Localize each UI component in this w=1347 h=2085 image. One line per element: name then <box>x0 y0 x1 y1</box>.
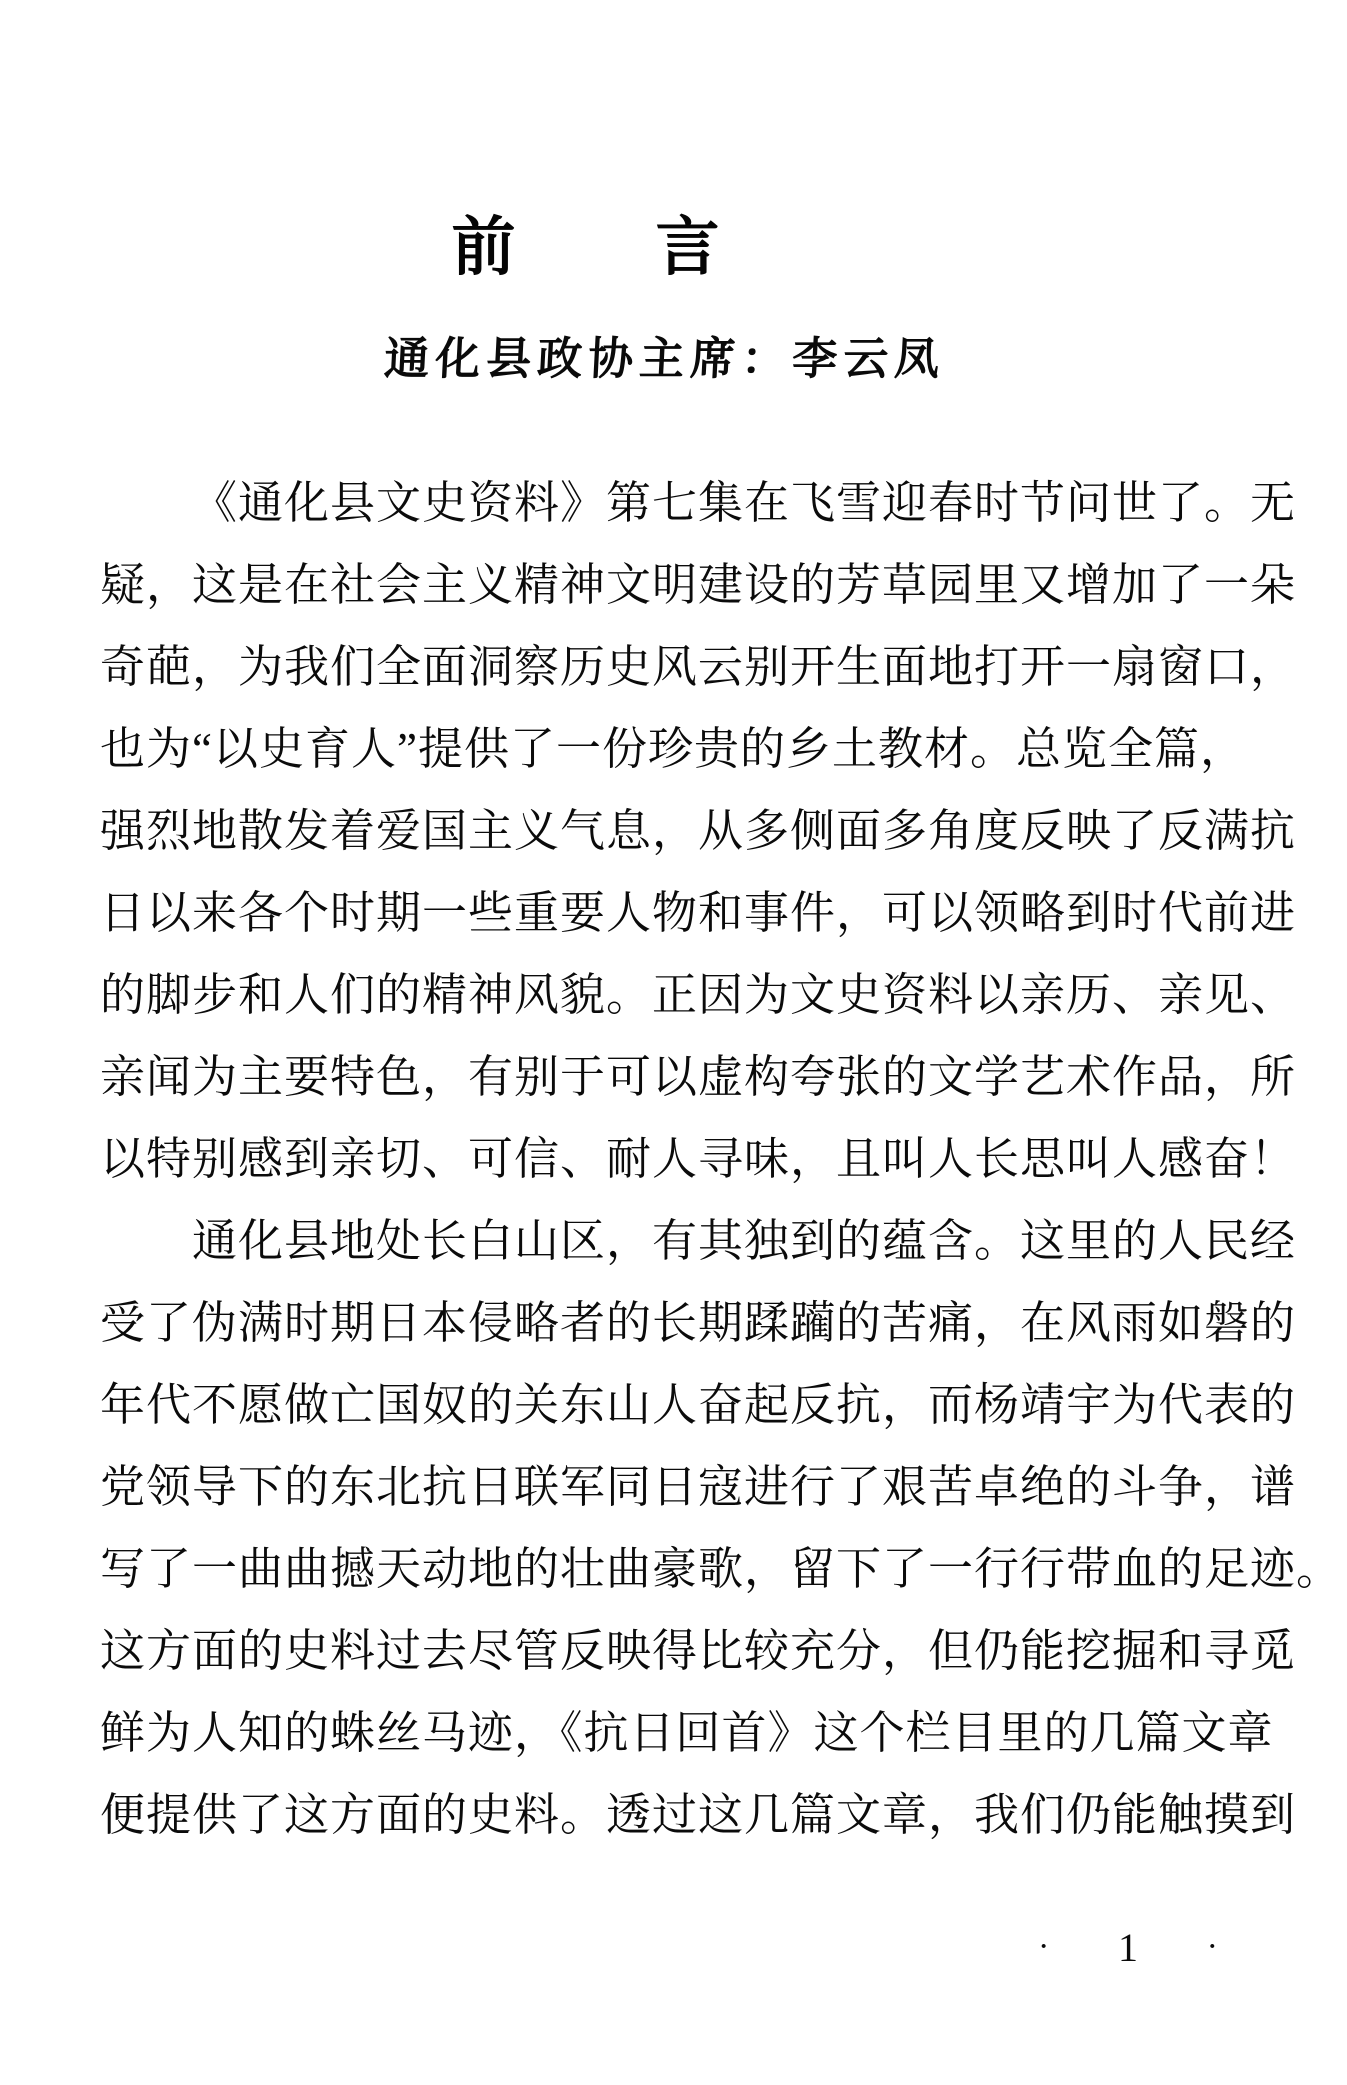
text-line: 便提供了这方面的史料。透过这几篇文章，我们仍能触摸到 <box>100 1790 1297 1840</box>
text-line: 鲜为人知的蛛丝马迹，《抗日回首》这个栏目里的几篇文章 <box>100 1708 1274 1758</box>
text-line: 这方面的史料过去尽管反映得比较充分，但仍能挖掘和寻觅 <box>100 1626 1297 1676</box>
text-line: 的脚步和人们的精神风貌。正因为文史资料以亲历、亲见、 <box>100 970 1297 1020</box>
text-line: 强烈地散发着爱国主义气息，从多侧面多角度反映了反满抗 <box>100 806 1297 856</box>
text-line: 年代不愿做亡国奴的关东山人奋起反抗，而杨靖宇为代表的 <box>100 1380 1297 1430</box>
author-byline: 通化县政协主席：李云凤 <box>382 334 947 384</box>
text-line: 亲闻为主要特色，有别于可以虚构夸张的文学艺术作品，所 <box>100 1052 1297 1102</box>
text-line: 日以来各个时期一些重要人物和事件，可以领略到时代前进 <box>100 888 1297 938</box>
page-number: 1 <box>1118 1924 1138 1970</box>
text-line: 疑，这是在社会主义精神文明建设的芳草园里又增加了一朵 <box>100 560 1297 610</box>
body-text <box>100 462 1343 1856</box>
page-title: 前 言 <box>451 212 724 283</box>
text-line: 党领导下的东北抗日联军同日寇进行了艰苦卓绝的斗争，谱 <box>100 1462 1297 1512</box>
text-line: 《通化县文史资料》第七集在飞雪迎春时节问世了。无 <box>192 478 1297 528</box>
footer-left-dot: · <box>1038 1928 1050 1965</box>
page-footer <box>1038 1922 1218 1972</box>
text-line: 通化县地处长白山区，有其独到的蕴含。这里的人民经 <box>192 1216 1297 1266</box>
text-line: 奇葩，为我们全面洞察历史风云别开生面地打开一扇窗口， <box>100 642 1297 692</box>
text-line: 受了伪满时期日本侵略者的长期蹂躏的苦痛，在风雨如磐的 <box>100 1298 1297 1348</box>
text-line: 以特别感到亲切、可信、耐人寻味，且叫人长思叫人感奋！ <box>100 1134 1297 1184</box>
footer-right-dot: · <box>1206 1928 1218 1965</box>
text-line: 也为“以史育人”提供了一份珍贵的乡土教材。总览全篇， <box>100 724 1246 774</box>
text-line: 写了一曲曲撼天动地的壮曲豪歌，留下了一行行带血的足迹。 <box>100 1544 1343 1594</box>
